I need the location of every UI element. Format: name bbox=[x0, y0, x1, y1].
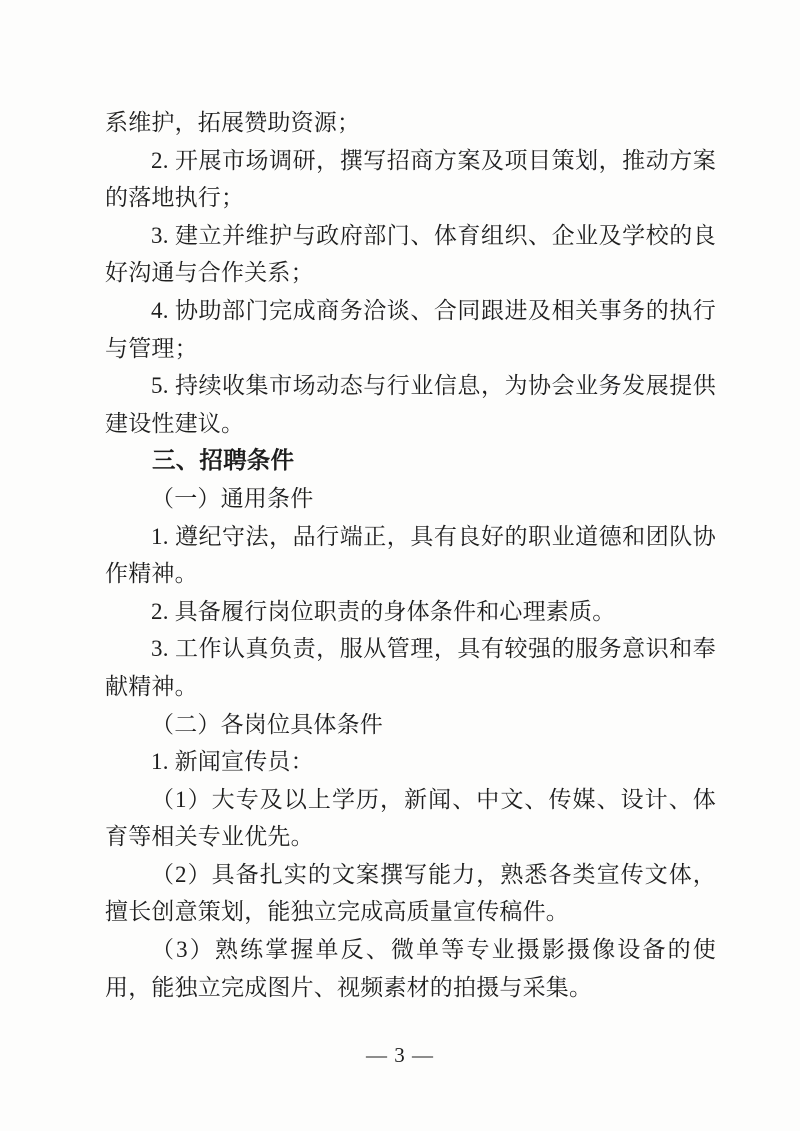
duty-item-4-business-negotiation: 4. 协助部门完成商务洽谈、合同跟进及相关事务的执行与管理； bbox=[105, 297, 716, 361]
duty-item-5-market-info: 5. 持续收集市场动态与行业信息，为协会业务发展提供建设性建议。 bbox=[105, 373, 716, 436]
document-body bbox=[105, 104, 716, 1006]
general-condition-1-law-abiding: 1. 遵纪守法，品行端正，具有良好的职业道德和团队协作精神。 bbox=[105, 523, 716, 587]
duty-item-3-relations: 3. 建立并维护与政府部门、体育组织、企业及学校的良好沟通与合作关系； bbox=[105, 222, 716, 286]
position-1-requirement-1-education: （1）大专及以上学历，新闻、中文、传媒、设计、体育等相关专业优先。 bbox=[105, 786, 716, 850]
position-1-requirement-2-writing: （2）具备扎实的文案撰写能力，熟悉各类宣传文体，擅长创意策划，能独立完成高质量宣传稿件。 bbox=[105, 861, 716, 925]
duty-item-2-market-research: 2. 开展市场调研，撰写招商方案及项目策划，推动方案的落地执行； bbox=[105, 147, 716, 211]
continuation-line-sponsor-resources: 系维护，拓展赞助资源； bbox=[105, 110, 361, 135]
subheading-position-specific-conditions: （二）各岗位具体条件 bbox=[151, 711, 383, 737]
position-1-news-publicity-officer: 1. 新闻宣传员： bbox=[151, 749, 314, 775]
general-condition-3-responsible: 3. 工作认真负责，服从管理，具有较强的服务意识和奉献精神。 bbox=[105, 636, 716, 699]
position-1-requirement-3-photography: （3）熟练掌握单反、微单等专业摄影摄像设备的使用，能独立完成图片、视频素材的拍摄与采集。 bbox=[105, 937, 716, 1000]
section-heading-recruitment-conditions: 三、招聘条件 bbox=[152, 447, 295, 474]
subheading-general-conditions: （一）通用条件 bbox=[151, 485, 314, 511]
page-number: — 3 — bbox=[366, 1043, 434, 1067]
general-condition-2-physical: 2. 具备履行岗位职责的身体条件和心理素质。 bbox=[151, 598, 616, 624]
